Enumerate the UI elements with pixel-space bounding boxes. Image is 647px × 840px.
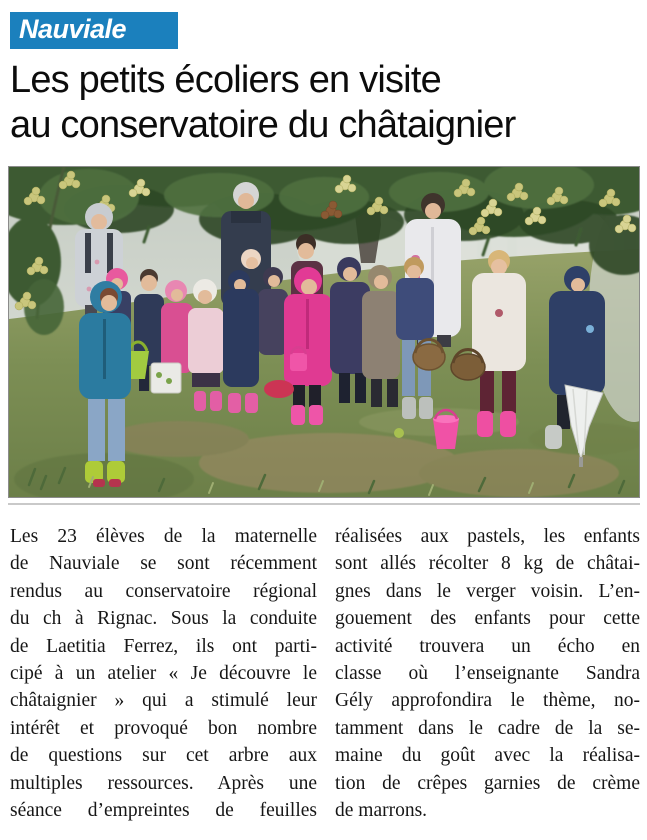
- text-line: gnes dans le verger voisin. L’en-: [335, 580, 640, 602]
- text-line: gouement des enfants pour cette: [335, 608, 640, 630]
- text-line: du ch à Rignac. Sous la conduite: [10, 608, 317, 630]
- article-column-right: [335, 523, 640, 824]
- text-line: châtaignier » qui a stimulé leur: [10, 690, 317, 712]
- text-line: maine du goût avec la réalisa-: [335, 745, 640, 767]
- text-line: Gély approfondira le thème, no-: [335, 690, 640, 712]
- photo-scene: [9, 167, 639, 497]
- text-line: sont allés récolter 8 kg de châtai-: [335, 553, 640, 575]
- text-line: rendus au conservatoire régional: [10, 580, 317, 602]
- divider-rule: [8, 503, 640, 505]
- headline: [10, 58, 630, 148]
- text-line: activité trouvera un écho en: [335, 635, 640, 657]
- section-badge: [10, 12, 178, 49]
- text-line: tion de crêpes garnies de crème: [335, 772, 640, 794]
- text-line: réalisées aux pastels, les enfants: [335, 526, 640, 547]
- text-line: Les 23 élèves de la maternelle: [10, 526, 317, 547]
- text-line: multiples ressources. Après une: [10, 772, 317, 794]
- headline-line-1: Les petits écoliers en visite: [10, 59, 441, 101]
- text-line: intérêt et provoqué bon nombre: [10, 717, 317, 739]
- text-line: de marrons.: [335, 799, 428, 821]
- headline-line-2: au conservatoire du châtaignier: [10, 104, 516, 146]
- article-column-left: [10, 523, 317, 824]
- text-line: tamment dans le cadre de la se-: [335, 717, 640, 739]
- text-line: de Nauviale se sont récemment: [10, 553, 317, 575]
- text-line: séance d’empreintes de feuilles: [10, 799, 317, 821]
- text-line: classe où l’enseignante Sandra: [335, 662, 640, 684]
- section-badge-label: Nauviale: [19, 14, 127, 44]
- article-photo: [8, 166, 640, 498]
- text-line: de Laetitia Ferrez, ils ont parti-: [10, 635, 317, 657]
- text-line: cipé à un atelier « Je découvre le: [10, 662, 317, 684]
- text-line: de questions sur cet arbre aux: [10, 745, 317, 767]
